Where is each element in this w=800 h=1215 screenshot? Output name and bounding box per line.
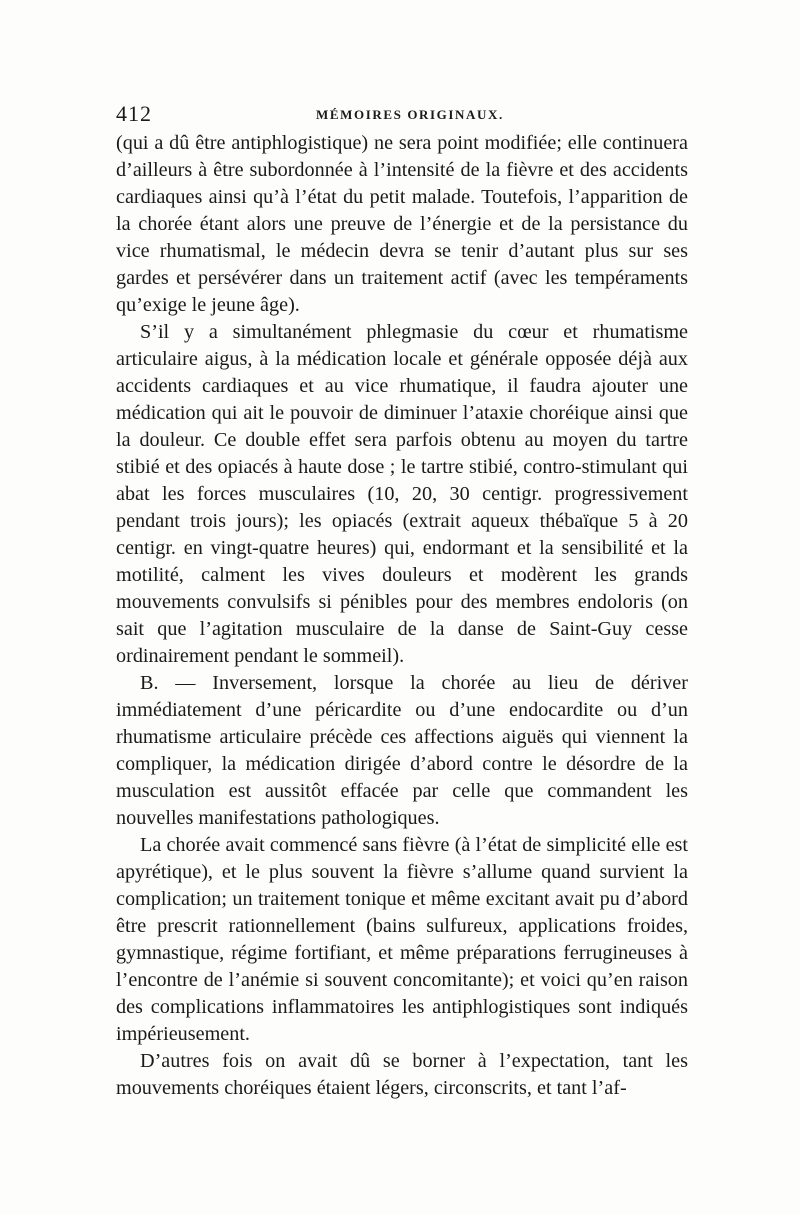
paragraph-continuation: (qui a dû être antiphlogistique) ne sera point modifiée; elle continuera d’ailleurs à être subordonnée à l’intensité de la fièvre et des accidents cardiaques ainsi qu’à l’état du petit malade. Toutefois, l’apparition de la chorée étant alors une preuve de l’énergie et de la persistance du vice rhumatismal, le médecin devra se tenir d’autant plus sur ses gardes et persévérer dans un traitement actif (avec les tempéraments qu’exige le jeune âge). — [116, 132, 688, 316]
paragraph-chorea-without-fever: La chorée avait commencé sans fièvre (à l’état de simplicité elle est apyrétique), et le plus souvent la fièvre s’allume quand survient la complication; un traitement tonique et même excitant avait pu d’abord être prescrit rationnellement (bains sulfureux, applications froides, gymnastique, régime fortifiant, et même préparations ferrugineuses à l’encontre de l’anémie si souvent concomitante); et voici qu’en raison des complications inflammatoires les antiphlogistiques sont indiqués impérieusement. — [116, 834, 688, 1045]
journal-title: MÉMOIRES ORIGINAUX. — [316, 107, 504, 122]
page-number: 412 — [116, 101, 152, 126]
paragraph-simultaneous-phlegmasia: S’il y a simultanément phlegmasie du cœur et rhumatisme articulaire aigus, à la médication locale et générale opposée déjà aux accidents cardiaques et au vice rhumatique, il faudra ajouter une médication qui ait le pouvoir de diminuer l’ataxie choréique ainsi que la douleur. Ce double effet sera parfois obtenu au moyen du tartre stibié et des opiacés à haute dose ; le tartre stibié, contro-stimulant qui abat les forces musculaires (10, 20, 30 centigr. progressivement pendant trois jours); les opiacés (extrait aqueux thébaïque 5 à 20 centigr. en vingt-quatre heures) qui, endormant et la sensibilité et la motilité, calment les vives douleurs et modèrent les grands mouvements convulsifs si pénibles pour des membres endoloris (on sait que l’agitation musculaire de la danse de Saint-Guy cesse ordinairement pendant le sommeil). — [116, 321, 688, 667]
body-text — [116, 130, 688, 1102]
paragraph-section-b: B. — Inversement, lorsque la chorée au lieu de dériver immédiatement d’une péricardite ou d’une endocardite ou d’un rhumatisme articulaire précède ces affections aiguës qui viennent la compliquer, la médication dirigée d’abord contre le désordre de la musculation est aussitôt effacée par celle que commandent les nouvelles manifestations pathologiques. — [116, 672, 688, 829]
running-head — [116, 101, 688, 125]
paragraph-expectation: D’autres fois on avait dû se borner à l’expectation, tant les mouvements choréiques étaient légers, circonscrits, et tant l’af- — [116, 1050, 688, 1099]
